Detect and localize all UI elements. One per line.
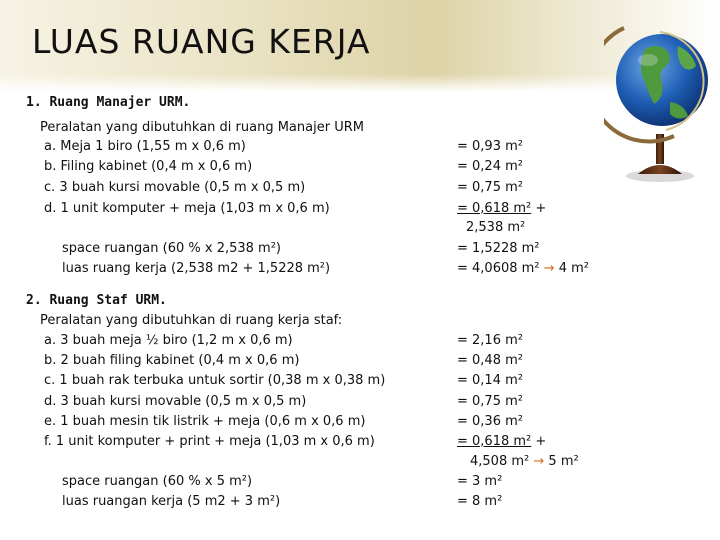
section2-subtotal-row	[470, 452, 579, 472]
section1-subtotal: 2,538 m²	[466, 220, 526, 235]
section2-intro: Peralatan yang dibutuhkan di ruang kerja staf:	[40, 313, 343, 328]
section1-total-value: = 4,0608 m²	[457, 261, 540, 276]
section1-item-b-value: = 0,24 m²	[457, 159, 523, 174]
section2-item-e-value: = 0,36 m²	[457, 414, 523, 429]
section1-item-d-label: d. 1 unit komputer + meja (1,03 m x 0,6 m)	[44, 201, 330, 216]
section2-item-c-label: c. 1 buah rak terbuka untuk sortir (0,38 m x 0,38 m)	[44, 373, 386, 388]
section2-total-label: luas ruangan kerja (5 m2 + 3 m²)	[62, 494, 281, 509]
section2-item-b-label: b. 2 buah filing kabinet (0,4 m x 0,6 m)	[44, 353, 300, 368]
plus-sign: +	[535, 201, 547, 216]
section2-space-value: = 3 m²	[457, 474, 503, 489]
globe-icon	[604, 6, 716, 184]
section1-heading: 1. Ruang Manajer URM.	[26, 95, 191, 110]
arrow-right-icon: →	[533, 454, 545, 469]
section1-item-a-label: a. Meja 1 biro (1,55 m x 0,6 m)	[44, 139, 246, 154]
section2-item-f-value-row	[457, 432, 546, 452]
section1-item-c-label: c. 3 buah kursi movable (0,5 m x 0,5 m)	[44, 180, 306, 195]
section2-item-f-label: f. 1 unit komputer + print + meja (1,03 m x 0,6 m)	[44, 434, 375, 449]
section2-subtotal-rounded: 5 m²	[548, 454, 579, 469]
section1-space-value: = 1,5228 m²	[457, 241, 540, 256]
section1-total-label: luas ruang kerja (2,538 m2 + 1,5228 m²)	[62, 261, 331, 276]
section1-item-d-value-row	[457, 199, 546, 219]
section2-item-d-label: d. 3 buah kursi movable (0,5 m x 0,5 m)	[44, 394, 307, 409]
section2-item-d-value: = 0,75 m²	[457, 394, 523, 409]
section2-subtotal: 4,508 m²	[470, 454, 530, 469]
section2-item-a-label: a. 3 buah meja ½ biro (1,2 m x 0,6 m)	[44, 333, 293, 348]
section2-item-b-value: = 0,48 m²	[457, 353, 523, 368]
section2-total-value: = 8 m²	[457, 494, 503, 509]
section1-space-label: space ruangan (60 % x 2,538 m²)	[62, 241, 282, 256]
section2-item-f-value: = 0,618 m²	[457, 434, 532, 449]
section1-item-a-value: = 0,93 m²	[457, 139, 523, 154]
section1-item-b-label: b. Filing kabinet (0,4 m x 0,6 m)	[44, 159, 253, 174]
arrow-right-icon: →	[543, 261, 555, 276]
page-title: LUAS RUANG KERJA	[32, 22, 371, 61]
section2-item-e-label: e. 1 buah mesin tik listrik + meja (0,6 m x 0,6 m)	[44, 414, 366, 429]
section1-total-row	[457, 259, 589, 279]
section1-total-rounded: 4 m²	[558, 261, 589, 276]
section2-space-label: space ruangan (60 % x 5 m²)	[62, 474, 253, 489]
section2-heading: 2. Ruang Staf URM.	[26, 293, 167, 308]
section1-intro: Peralatan yang dibutuhkan di ruang Manajer URM	[40, 120, 364, 135]
section1-item-c-value: = 0,75 m²	[457, 180, 523, 195]
section1-item-d-value: = 0,618 m²	[457, 201, 532, 216]
section2-item-a-value: = 2,16 m²	[457, 333, 523, 348]
plus-sign: +	[535, 434, 547, 449]
section2-item-c-value: = 0,14 m²	[457, 373, 523, 388]
